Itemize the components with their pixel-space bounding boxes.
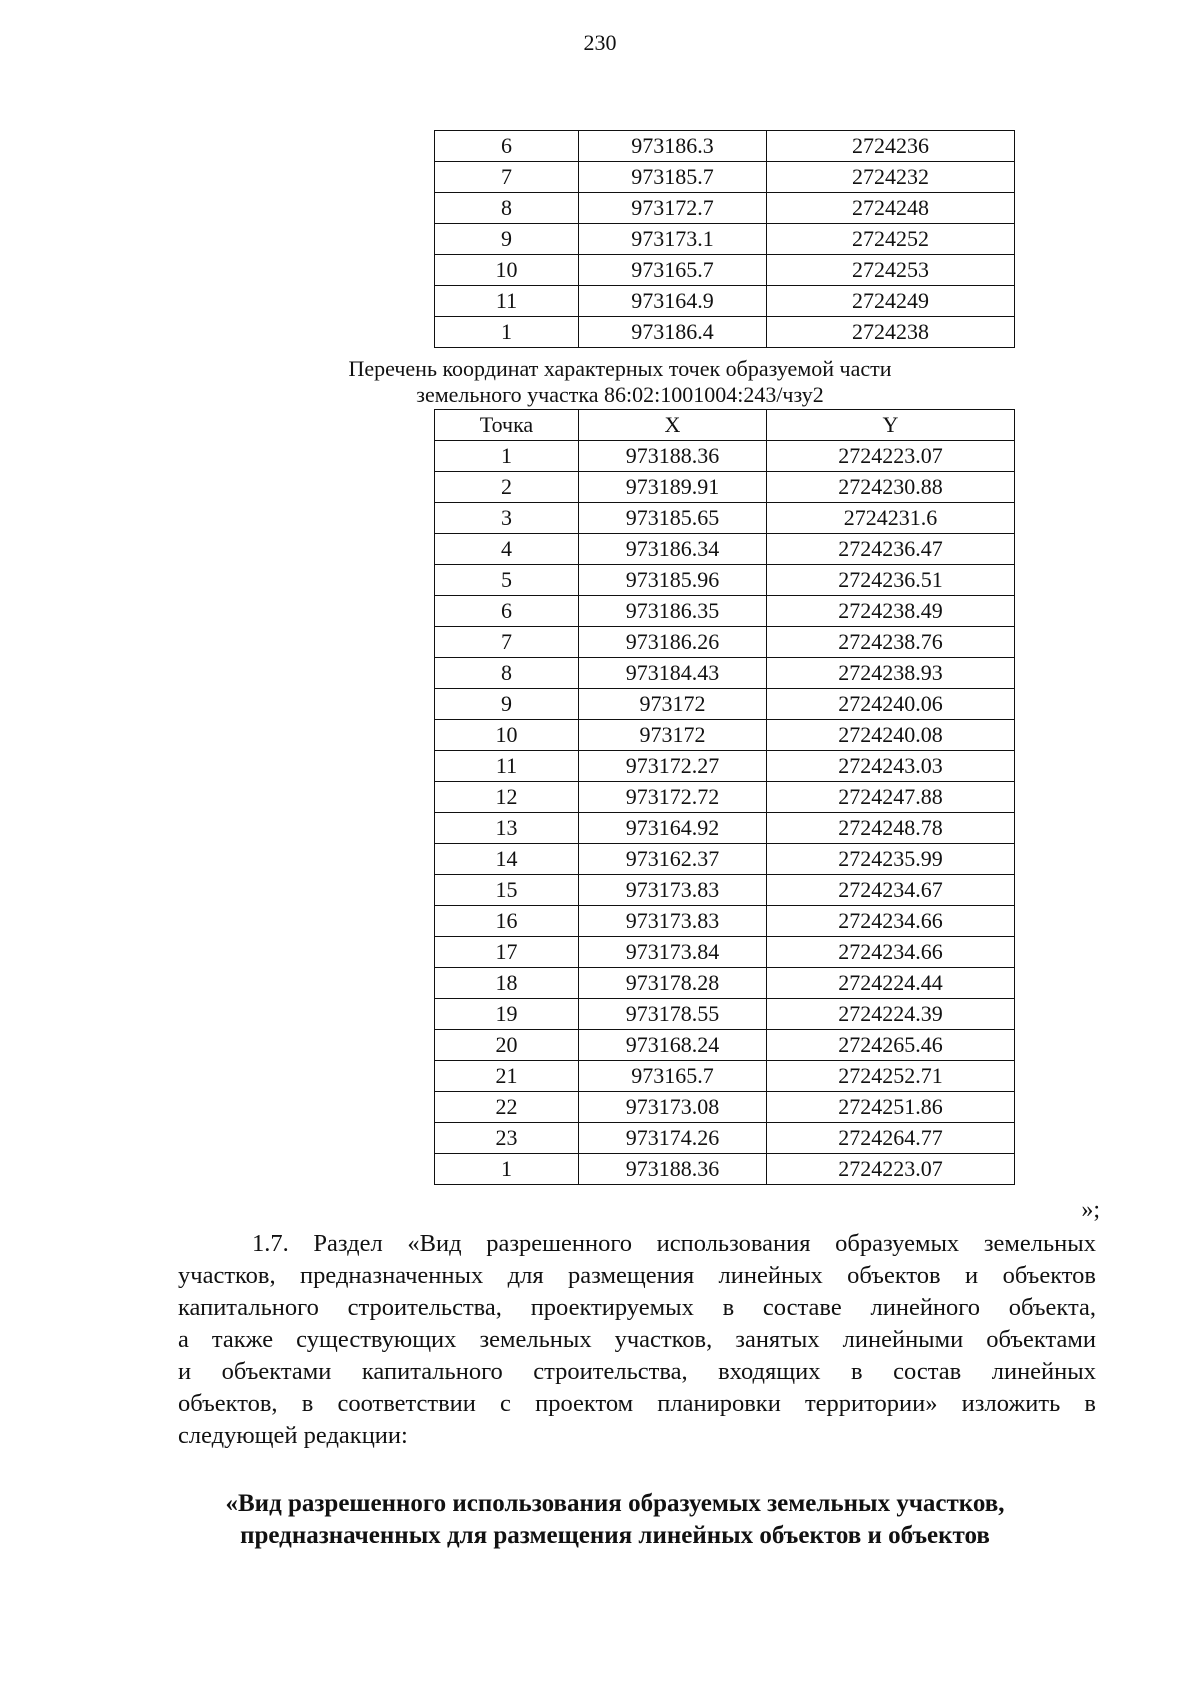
cell-point: 20 (435, 1030, 579, 1061)
cell-x: 973186.34 (579, 534, 767, 565)
cell-point: 4 (435, 534, 579, 565)
heading-line-2: предназначенных для размещения линейных объектов и объектов (240, 1522, 990, 1549)
cell-point: 18 (435, 968, 579, 999)
cell-x: 973186.26 (579, 627, 767, 658)
cell-point: 1 (435, 317, 579, 348)
cell-y: 2724232 (767, 162, 1015, 193)
cell-x: 973172 (579, 720, 767, 751)
table-caption-line-1: Перечень координат характерных точек образуемой части (348, 356, 892, 381)
cell-point: 1 (435, 1154, 579, 1185)
paragraph-line: и объектами капитального строительства, входящих в состав линейных (178, 1358, 1096, 1385)
cell-y: 2724230.88 (767, 472, 1015, 503)
table-row (435, 1154, 1015, 1185)
cell-point: 2 (435, 472, 579, 503)
cell-x: 973184.43 (579, 658, 767, 689)
cell-point: 1 (435, 441, 579, 472)
cell-point: 13 (435, 813, 579, 844)
cell-x: 973172 (579, 689, 767, 720)
cell-point: 10 (435, 255, 579, 286)
section-1-7-paragraph (178, 1228, 1096, 1452)
cell-point: 9 (435, 224, 579, 255)
cell-x: 973165.7 (579, 1061, 767, 1092)
cell-x: 973168.24 (579, 1030, 767, 1061)
cell-x: 973172.72 (579, 782, 767, 813)
cell-point: 3 (435, 503, 579, 534)
cell-y: 2724253 (767, 255, 1015, 286)
table-row (435, 627, 1015, 658)
cell-x: 973186.35 (579, 596, 767, 627)
heading-line-1: «Вид разрешенного использования образуемых земельных участков, (225, 1490, 1005, 1517)
cell-point: 14 (435, 844, 579, 875)
table-caption-line-2: земельного участка 86:02:1001004:243/чзу2 (416, 382, 824, 407)
cell-x: 973172.7 (579, 193, 767, 224)
cell-point: 10 (435, 720, 579, 751)
cell-y: 2724264.77 (767, 1123, 1015, 1154)
cell-y: 2724223.07 (767, 1154, 1015, 1185)
header-cell-point: Точка (435, 410, 579, 441)
cell-point: 7 (435, 162, 579, 193)
cell-y: 2724248 (767, 193, 1015, 224)
cell-x: 973173.1 (579, 224, 767, 255)
cell-y: 2724251.86 (767, 1092, 1015, 1123)
cell-y: 2724236.51 (767, 565, 1015, 596)
cell-point: 8 (435, 193, 579, 224)
cell-y: 2724238 (767, 317, 1015, 348)
cell-point: 6 (435, 596, 579, 627)
table-row (435, 534, 1015, 565)
table-row (435, 162, 1015, 193)
cell-y: 2724238.49 (767, 596, 1015, 627)
cell-y: 2724234.67 (767, 875, 1015, 906)
cell-point: 11 (435, 286, 579, 317)
cell-y: 2724249 (767, 286, 1015, 317)
table-row (435, 968, 1015, 999)
table-row (435, 565, 1015, 596)
table-row (435, 999, 1015, 1030)
cell-point: 6 (435, 131, 579, 162)
cell-y: 2724252.71 (767, 1061, 1015, 1092)
coordinates-table-continuation (434, 130, 1015, 348)
cell-x: 973189.91 (579, 472, 767, 503)
cell-point: 8 (435, 658, 579, 689)
cell-point: 7 (435, 627, 579, 658)
section-heading (150, 1488, 1080, 1552)
table-header (435, 410, 1015, 441)
cell-point: 5 (435, 565, 579, 596)
table-header-row (435, 410, 1015, 441)
cell-x: 973165.7 (579, 255, 767, 286)
cell-point: 22 (435, 1092, 579, 1123)
header-cell-x: X (579, 410, 767, 441)
table-row (435, 596, 1015, 627)
paragraph-line: 1.7. Раздел «Вид разрешенного использования образуемых земельных (252, 1230, 1096, 1257)
coordinates-table-chzu2 (434, 409, 1015, 1185)
table-row (435, 658, 1015, 689)
paragraph-line: участков, предназначенных для размещения линейных объектов и объектов (178, 1262, 1096, 1289)
cell-y: 2724236.47 (767, 534, 1015, 565)
cell-point: 23 (435, 1123, 579, 1154)
cell-y: 2724223.07 (767, 441, 1015, 472)
table-row (435, 131, 1015, 162)
table-row (435, 1030, 1015, 1061)
header-cell-y: Y (767, 410, 1015, 441)
cell-x: 973186.3 (579, 131, 767, 162)
table-row (435, 441, 1015, 472)
cell-point: 21 (435, 1061, 579, 1092)
table-row (435, 1061, 1015, 1092)
paragraph-line: объектов, в соответствии с проектом планировки территории» изложить в (178, 1390, 1096, 1417)
table-row (435, 193, 1015, 224)
cell-y: 2724224.39 (767, 999, 1015, 1030)
table-row (435, 906, 1015, 937)
table-row (435, 317, 1015, 348)
table-row (435, 875, 1015, 906)
cell-x: 973173.84 (579, 937, 767, 968)
table-row (435, 1123, 1015, 1154)
cell-y: 2724240.06 (767, 689, 1015, 720)
cell-x: 973186.4 (579, 317, 767, 348)
table-row (435, 751, 1015, 782)
cell-y: 2724240.08 (767, 720, 1015, 751)
page-number: 230 (583, 30, 617, 55)
cell-y: 2724234.66 (767, 937, 1015, 968)
table-body (435, 441, 1015, 1185)
cell-y: 2724238.93 (767, 658, 1015, 689)
paragraph-line: капитального строительства, проектируемых в составе линейного объекта, (178, 1294, 1096, 1321)
table-row (435, 286, 1015, 317)
table-row (435, 255, 1015, 286)
cell-point: 16 (435, 906, 579, 937)
cell-x: 973188.36 (579, 1154, 767, 1185)
table-row (435, 224, 1015, 255)
cell-x: 973173.83 (579, 906, 767, 937)
cell-y: 2724238.76 (767, 627, 1015, 658)
cell-x: 973164.9 (579, 286, 767, 317)
table-body (435, 131, 1015, 348)
cell-point: 19 (435, 999, 579, 1030)
table-row (435, 1092, 1015, 1123)
cell-y: 2724252 (767, 224, 1015, 255)
cell-x: 973173.83 (579, 875, 767, 906)
table-row (435, 782, 1015, 813)
cell-y: 2724234.66 (767, 906, 1015, 937)
cell-x: 973172.27 (579, 751, 767, 782)
cell-point: 12 (435, 782, 579, 813)
table-row (435, 720, 1015, 751)
cell-point: 17 (435, 937, 579, 968)
cell-point: 11 (435, 751, 579, 782)
cell-x: 973178.28 (579, 968, 767, 999)
cell-point: 15 (435, 875, 579, 906)
closing-quote: »; (1081, 1197, 1100, 1223)
table-row (435, 472, 1015, 503)
cell-x: 973185.96 (579, 565, 767, 596)
cell-x: 973164.92 (579, 813, 767, 844)
cell-x: 973173.08 (579, 1092, 767, 1123)
paragraph-line: следующей редакции: (178, 1422, 408, 1449)
table-row (435, 689, 1015, 720)
cell-y: 2724243.03 (767, 751, 1015, 782)
cell-y: 2724265.46 (767, 1030, 1015, 1061)
cell-y: 2724235.99 (767, 844, 1015, 875)
table-row (435, 937, 1015, 968)
table-row (435, 844, 1015, 875)
table-row (435, 813, 1015, 844)
cell-point: 9 (435, 689, 579, 720)
cell-y: 2724248.78 (767, 813, 1015, 844)
table-row (435, 503, 1015, 534)
cell-x: 973162.37 (579, 844, 767, 875)
cell-y: 2724224.44 (767, 968, 1015, 999)
cell-y: 2724236 (767, 131, 1015, 162)
cell-x: 973188.36 (579, 441, 767, 472)
cell-y: 2724231.6 (767, 503, 1015, 534)
paragraph-line: а также существующих земельных участков, занятых линейными объектами (178, 1326, 1096, 1353)
cell-x: 973174.26 (579, 1123, 767, 1154)
cell-x: 973185.7 (579, 162, 767, 193)
cell-x: 973185.65 (579, 503, 767, 534)
cell-y: 2724247.88 (767, 782, 1015, 813)
cell-x: 973178.55 (579, 999, 767, 1030)
